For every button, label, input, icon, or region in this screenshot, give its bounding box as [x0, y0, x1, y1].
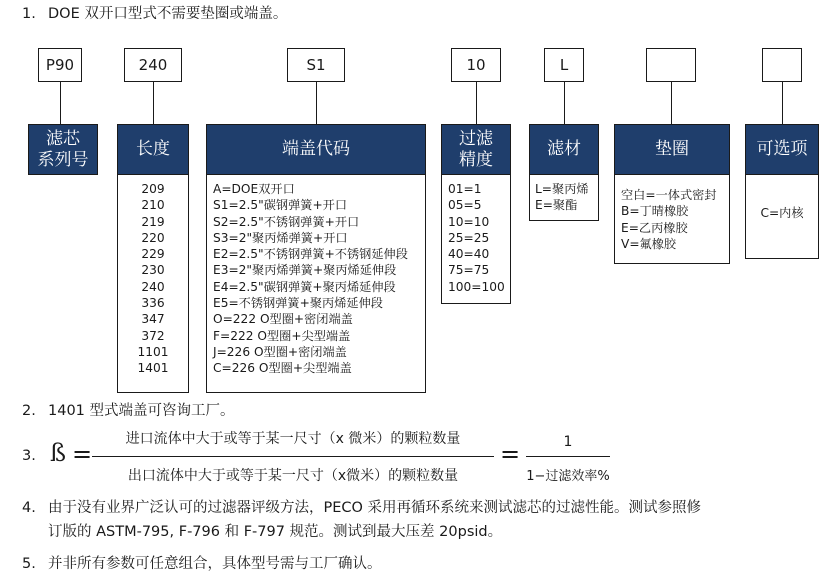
header-line: 滤芯: [46, 128, 80, 149]
formula-numerator: 进口流体中大于或等于某一尺寸（x 微米）的颗粒数量: [125, 431, 461, 447]
code-box-end-cap: [287, 48, 345, 82]
code-box-series: [38, 48, 82, 82]
fraction-bar: [92, 456, 494, 457]
option-item: 230: [141, 263, 165, 278]
option-item: 40=40: [448, 247, 490, 262]
equals-sign: =: [72, 440, 93, 468]
options-media: [529, 175, 599, 221]
option-item: B=丁晴橡胶: [621, 204, 689, 219]
option-item: 1101: [137, 344, 169, 359]
note-text: 订版的 ASTM-795, F-796 和 F-797 规范。测试到最大压差 20psid。: [48, 524, 503, 540]
option-item: E2=2.5"不锈钢弹簧+不锈钢延伸段: [213, 247, 408, 262]
note-number: 2.: [22, 403, 36, 419]
option-item: L=聚丙烯: [535, 182, 589, 196]
option-item: 240: [141, 279, 165, 294]
equals-sign: =: [500, 440, 521, 468]
option-item: O=222 O型圈+密闭端盖: [213, 312, 353, 327]
note-number: 3.: [22, 448, 36, 464]
rhs-numerator: 1: [563, 434, 573, 450]
code-box-value: L: [559, 56, 569, 74]
connector-line: [564, 82, 565, 124]
header-line: 长度: [136, 139, 170, 159]
option-item: A=DOE双开口: [213, 182, 295, 196]
header-option: [745, 124, 819, 175]
option-item: S2=2.5"不锈钢弹簧+开口: [213, 214, 360, 229]
note-3-formula: [22, 422, 662, 492]
connector-line: [153, 82, 154, 124]
option-item: C=226 O型圈+尖型端盖: [213, 361, 352, 376]
code-box-media: [544, 48, 584, 82]
connector-line: [316, 82, 317, 124]
code-box-value: S1: [306, 56, 326, 74]
option-item: E=聚酯: [535, 198, 578, 213]
option-item: S1=2.5"碳钢弹簧+开口: [213, 198, 348, 213]
option-item: 220: [141, 230, 165, 245]
note-1: [22, 3, 287, 25]
note-text: 1401 型式端盖可咨询工厂。: [48, 403, 235, 419]
header-line: 过滤: [459, 128, 493, 149]
connector-line: [782, 82, 783, 124]
header-line: 系列号: [37, 149, 89, 170]
option-item: 1401: [137, 361, 169, 376]
header-line: 滤材: [547, 139, 581, 159]
beta-symbol: ß: [50, 439, 67, 467]
option-item: F=222 O型圈+尖型端盖: [213, 328, 351, 343]
code-box-option: [762, 48, 802, 82]
code-box-value: 240: [138, 56, 168, 74]
note-text: DOE 双开口型式不需要垫圈或端盖。: [48, 6, 288, 22]
option-item: C=内核: [760, 206, 804, 220]
fraction-bar: [526, 456, 610, 457]
note-text: 由于没有业界广泛认可的过滤器评级方法，PECO 采用再循环系统来测试滤芯的过滤性能。测试参照修: [48, 500, 702, 516]
connector-line: [60, 82, 61, 124]
option-item: 229: [141, 247, 165, 262]
option-item: V=氟橡胶: [621, 236, 677, 251]
note-number: 1.: [22, 6, 36, 22]
connector-line: [476, 82, 477, 124]
header-line: 垫圈: [655, 139, 689, 159]
option-item: 75=75: [448, 263, 490, 278]
header-gasket: [614, 124, 730, 175]
option-item: 210: [141, 198, 165, 213]
code-box-value: 10: [466, 56, 486, 74]
options-end-cap: [206, 175, 426, 393]
note-4: [22, 497, 701, 519]
header-rating: [441, 124, 511, 175]
note-number: 4.: [22, 500, 36, 516]
header-line: 精度: [459, 149, 493, 170]
header-media: [529, 124, 599, 175]
code-box-rating: [451, 48, 501, 82]
option-item: 10=10: [448, 214, 490, 229]
option-item: E5=不锈钢弹簧+聚丙烯延伸段: [213, 296, 383, 311]
code-box-length: [124, 48, 182, 82]
rhs-denominator: 1−过滤效率%: [526, 469, 610, 484]
code-box-gasket: [646, 48, 696, 82]
header-length: [117, 124, 189, 175]
option-item: E4=2.5"碳钢弹簧+聚丙烯延伸段: [213, 279, 396, 294]
option-item: E=乙丙橡胶: [621, 220, 688, 235]
option-item: J=226 O型圈+密闭端盖: [213, 344, 347, 359]
code-box-value: P90: [45, 56, 75, 74]
note-text: 并非所有参数可任意组合，具体型号需与工厂确认。: [48, 556, 382, 572]
options-length: [117, 175, 189, 393]
option-item: E3=2"聚丙烯弹簧+聚丙烯延伸段: [213, 263, 397, 278]
option-item: 372: [141, 328, 165, 343]
option-item: 01=1: [448, 182, 482, 196]
option-item: 209: [141, 182, 165, 196]
options-option: [745, 175, 819, 259]
option-item: 空白=一体式密封: [621, 188, 717, 202]
options-rating: [441, 175, 511, 304]
option-item: 336: [141, 296, 165, 311]
note-2: [22, 400, 235, 422]
option-item: 100=100: [448, 279, 505, 294]
option-item: 25=25: [448, 230, 490, 245]
header-series: [28, 124, 98, 175]
connector-line: [671, 82, 672, 124]
option-item: 347: [141, 312, 165, 327]
option-item: 05=5: [448, 198, 482, 213]
header-line: 端盖代码: [282, 139, 350, 159]
options-gasket: [614, 175, 730, 264]
note-5: [22, 553, 382, 575]
header-end-cap: [206, 124, 426, 175]
option-item: 219: [141, 214, 165, 229]
note-4-continued: [48, 521, 502, 543]
header-line: 可选项: [756, 139, 808, 159]
option-item: S3=2"聚丙烯弹簧+开口: [213, 230, 348, 245]
note-number: 5.: [22, 556, 36, 572]
formula-denominator: 出口流体中大于或等于某一尺寸（x微米）的颗粒数量: [127, 468, 459, 484]
